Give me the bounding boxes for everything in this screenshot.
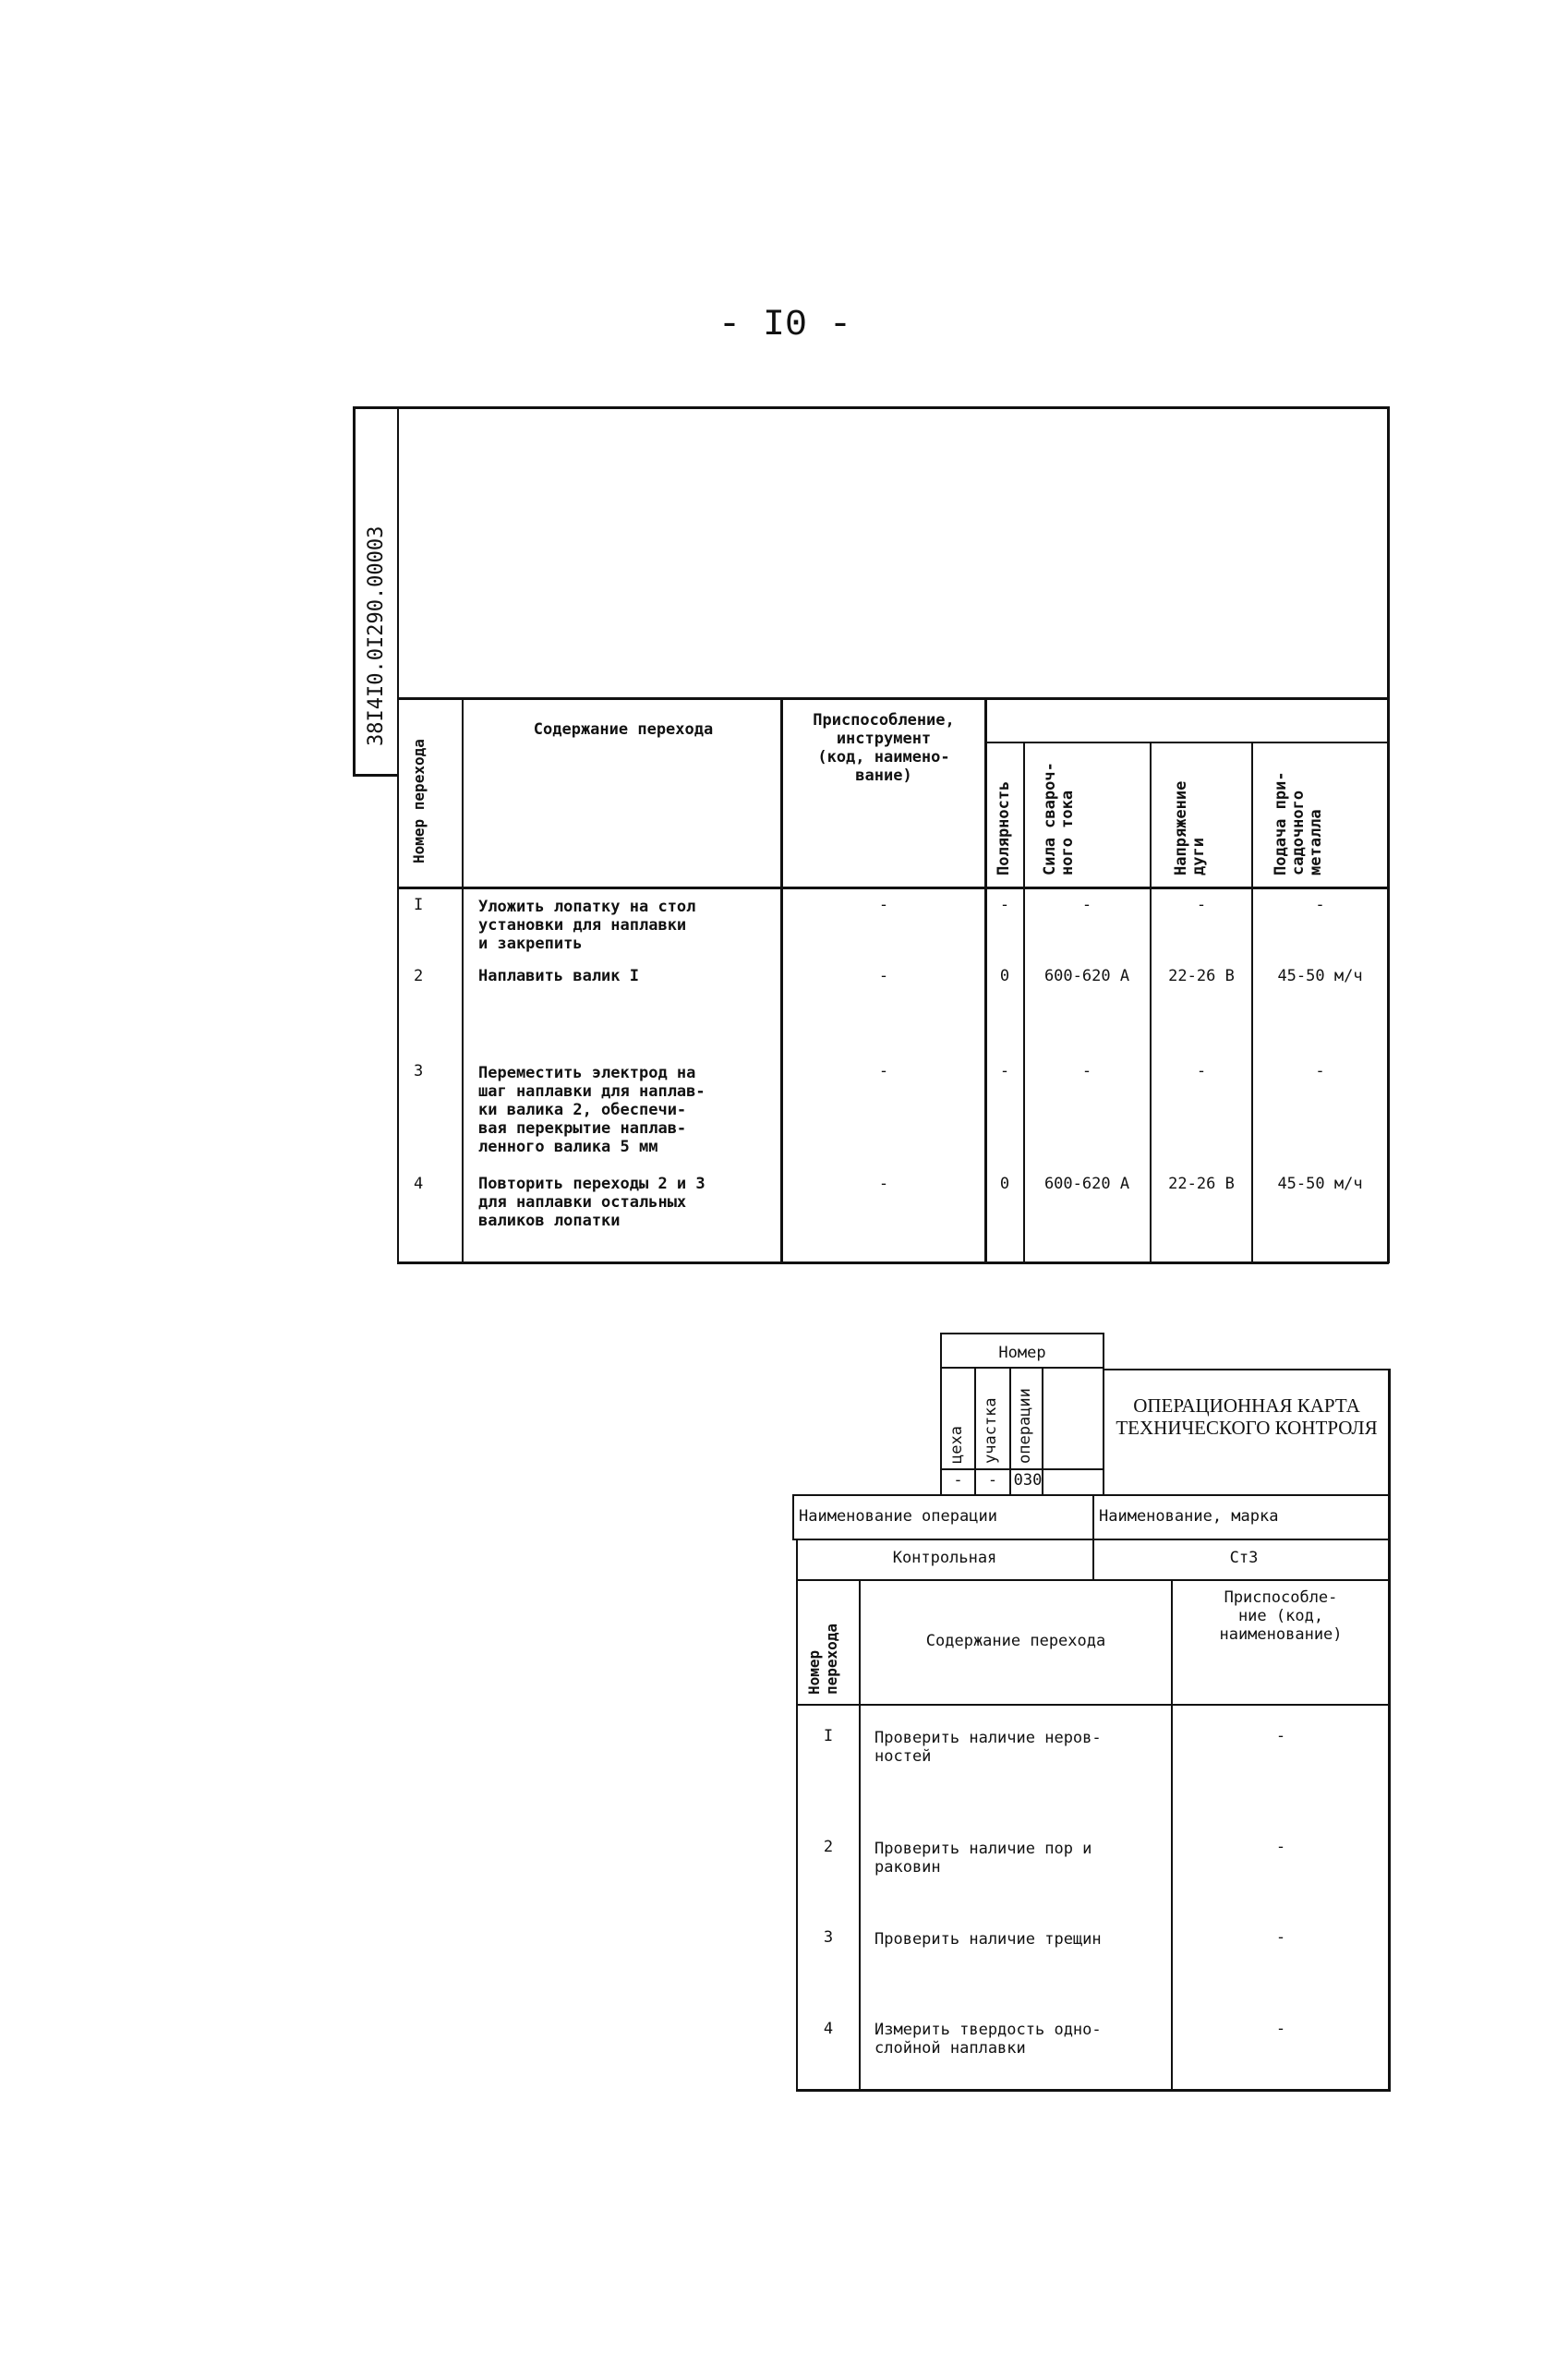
step-number: I: [414, 896, 424, 914]
workshop-label: цеха: [947, 1426, 966, 1464]
step-content: Уложить лопатку на стол установки для наплавки и закрепить: [478, 898, 696, 953]
step-polarity: 0: [999, 1175, 1010, 1193]
step-voltage: -: [1196, 1062, 1207, 1080]
number-label: Номер: [998, 1344, 1046, 1362]
operation-name-label: Наименование операции: [799, 1507, 997, 1526]
workshop-value: -: [953, 1471, 963, 1490]
header-voltage: Напряжение дуги: [1172, 780, 1208, 875]
step-voltage: -: [1196, 896, 1207, 914]
step-current: -: [1081, 1062, 1092, 1080]
step-number: 2: [823, 1838, 834, 1856]
section-value: -: [987, 1471, 998, 1490]
step-current: -: [1081, 896, 1092, 914]
step-number: 2: [414, 967, 424, 985]
step-content: Переместить электрод на шаг наплавки для наплав- ки валика 2, обеспечи- вая перекрытие наплав- ленного валика 5 мм: [478, 1064, 706, 1156]
step-feed: -: [1315, 1062, 1325, 1080]
step-number: 3: [823, 1928, 834, 1947]
card-title: ОПЕРАЦИОННАЯ КАРТА ТЕХНИЧЕСКОГО КОНТРОЛЯ: [1116, 1394, 1378, 1439]
step-voltage: 22-26 В: [1168, 967, 1235, 985]
page-number: - I0 -: [718, 305, 852, 346]
operation-value: 030: [1013, 1471, 1043, 1490]
step-feed: -: [1315, 896, 1325, 914]
step-fixture: -: [1275, 1727, 1286, 1745]
step-current: 600-620 А: [1043, 1175, 1130, 1193]
step-fixture: -: [878, 1175, 889, 1193]
step-number: 4: [823, 2020, 834, 2038]
step-number: I: [823, 1727, 834, 1745]
document-code: 38I4I0.0I290.00003: [365, 525, 388, 746]
step-content: Наплавить валик I: [478, 967, 639, 985]
step-polarity: -: [999, 896, 1010, 914]
header-fixture: Приспособление, инструмент (код, наимено- вание): [813, 711, 955, 785]
step-fixture: -: [1275, 1928, 1286, 1947]
step-feed: 45-50 м/ч: [1277, 967, 1363, 985]
header-polarity: Полярность: [995, 780, 1013, 875]
step-polarity: -: [999, 1062, 1010, 1080]
step-fixture: -: [878, 1062, 889, 1080]
step-number: 4: [414, 1175, 424, 1193]
step-voltage: 22-26 В: [1168, 1175, 1235, 1193]
step-fixture: -: [1275, 2020, 1286, 2038]
header-current: Сила свароч- ного тока: [1041, 762, 1077, 875]
card-header-content: Содержание перехода: [925, 1632, 1106, 1650]
header-feed: Подача при- садочного металла: [1272, 771, 1325, 875]
step-content: Проверить наличие неров- ностей: [874, 1729, 1102, 1766]
step-fixture: -: [878, 896, 889, 914]
step-fixture: -: [1275, 1838, 1286, 1856]
step-current: 600-620 А: [1043, 967, 1130, 985]
step-feed: 45-50 м/ч: [1277, 1175, 1363, 1193]
operation-label: операции: [1016, 1388, 1034, 1464]
step-content: Проверить наличие трещин: [874, 1930, 1102, 1949]
header-content: Содержание перехода: [533, 720, 714, 739]
operation-name: Контрольная: [892, 1549, 997, 1567]
header-step-number: Номер перехода: [410, 739, 428, 863]
step-content: Проверить наличие пор и раковин: [874, 1840, 1092, 1877]
step-fixture: -: [878, 967, 889, 985]
card-header-fixture: Приспособле- ние (код, наименование): [1219, 1588, 1343, 1644]
section-label: участка: [982, 1397, 1000, 1464]
material-label: Наименование, марка: [1099, 1507, 1279, 1526]
step-content: Повторить переходы 2 и 3 для наплавки остальных валиков лопатки: [478, 1175, 706, 1230]
card-header-step-number: Номер перехода: [805, 1623, 840, 1695]
step-number: 3: [414, 1062, 424, 1080]
material: Ст3: [1229, 1549, 1259, 1567]
step-polarity: 0: [999, 967, 1010, 985]
step-content: Измерить твердость одно- слойной наплавки: [874, 2021, 1102, 2058]
